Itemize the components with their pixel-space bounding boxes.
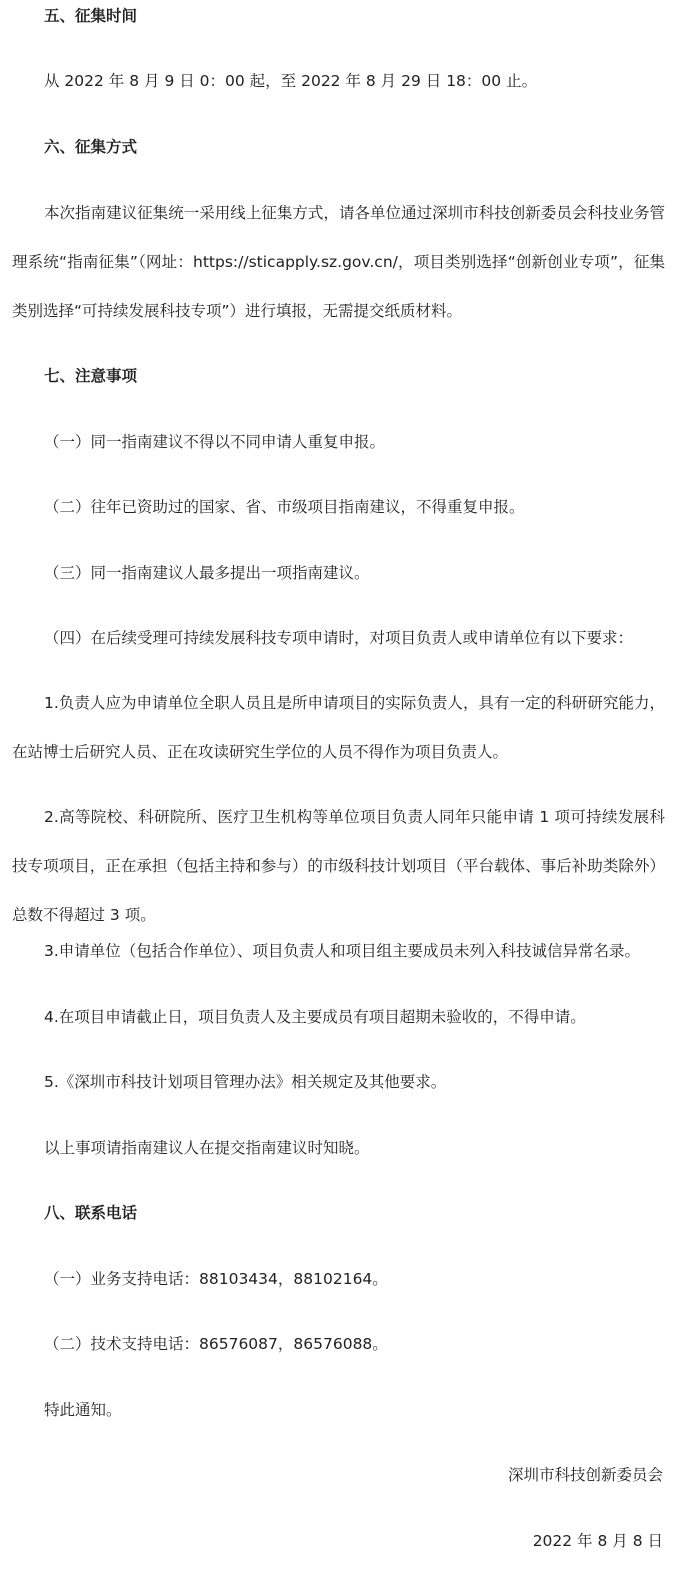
- section-7-requirement-1: 1.负责人应为申请单位全职人员且是所申请项目的实际负责人，具有一定的科研研究能力，在站博士后研究人员、正在攻读研究生学位的人员不得作为项目负责人。: [12, 694, 665, 761]
- section-6-text: 本次指南建议征集统一采用线上征集方式，请各单位通过深圳市科技创新委员会科技业务管理系统“指南征集”（网址：https://sticapply.sz.gov.cn/，项目类别选择“创新创业专项”，征集类别选择“可持续发展科技专项”）进行填报，无需提交纸质材料。: [12, 204, 665, 320]
- section-7-requirement-3: 3.申请单位（包括合作单位）、项目负责人和项目组主要成员未列入科技诚信异常名录。: [44, 942, 641, 960]
- section-7-item-2: （二）往年已资助过的国家、省、市级项目指南建议，不得重复申报。: [44, 498, 525, 516]
- document-date: 2022 年 8 月 8 日: [532, 1532, 663, 1550]
- section-7-item-4: （四）在后续受理可持续发展科技专项申请时，对项目负责人或申请单位有以下要求：: [44, 629, 634, 647]
- section-8-heading: 八、联系电话: [44, 1204, 138, 1222]
- section-7-item-1: （一）同一指南建议不得以不同申请人重复申报。: [44, 433, 386, 451]
- section-7-requirement-2: 2.高等院校、科研院所、医疗卫生机构等单位项目负责人同年只能申请 1 项可持续发展科技专项项目，正在承担（包括主持和参与）的市级科技计划项目（平台载体、事后补助类除外）总数不得超过 3 项。: [12, 808, 665, 924]
- section-8-item-2: （二）技术支持电话：86576087，86576088。: [44, 1335, 388, 1353]
- section-7-requirement-5: 5.《深圳市科技计划项目管理办法》相关规定及其他要求。: [44, 1073, 447, 1091]
- section-7-item-3: （三）同一指南建议人最多提出一项指南建议。: [44, 564, 370, 582]
- section-5-heading: 五、征集时间: [44, 7, 138, 25]
- section-7-notice: 以上事项请指南建议人在提交指南建议时知晓。: [44, 1139, 370, 1157]
- section-7-heading: 七、注意事项: [44, 367, 138, 385]
- section-6-heading: 六、征集方式: [44, 138, 138, 156]
- section-7-requirement-4: 4.在项目申请截止日，项目负责人及主要成员有项目超期未验收的，不得申请。: [44, 1008, 586, 1026]
- signature: 深圳市科技创新委员会: [507, 1466, 663, 1484]
- section-5-text: 从 2022 年 8 月 9 日 0：00 起，至 2022 年 8 月 29 日 18：00 止。: [44, 72, 538, 90]
- closing-text: 特此通知。: [44, 1401, 122, 1419]
- section-8-item-1: （一）业务支持电话：88103434，88102164。: [44, 1270, 388, 1288]
